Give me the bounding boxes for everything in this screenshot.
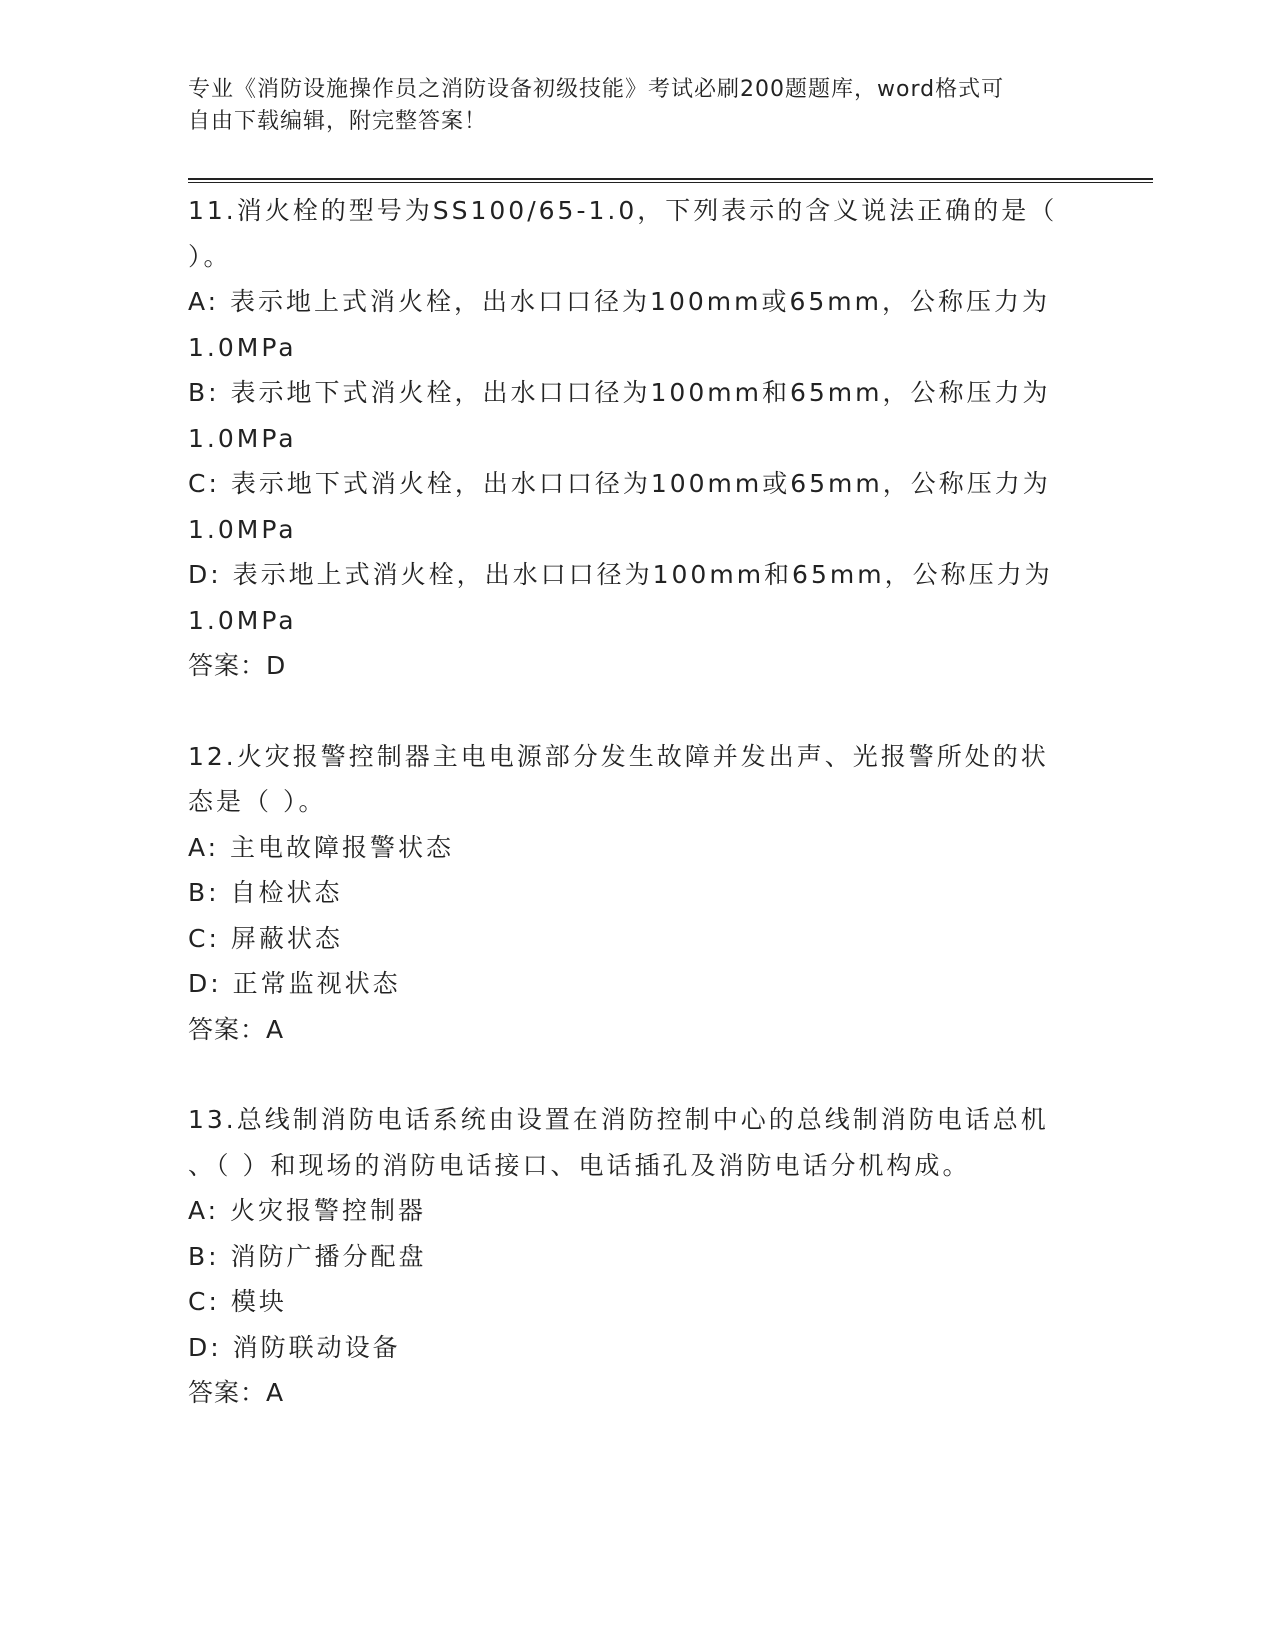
option-a-cont: 1.0MPa xyxy=(188,332,297,362)
option-b: B: 自检状态 xyxy=(188,878,343,907)
header-divider xyxy=(188,178,1153,183)
document-header xyxy=(188,74,1068,138)
option-c: C: 模块 xyxy=(188,1287,287,1316)
question-stem-cont: 、（ ）和现场的消防电话接口、电话插孔及消防电话分机构成。 xyxy=(188,1150,971,1180)
question-stem-cont: 态是（ ）。 xyxy=(188,787,327,816)
option-c: C: 屏蔽状态 xyxy=(188,923,343,953)
option-c-cont: 1.0MPa xyxy=(188,514,297,544)
option-d-cont: 1.0MPa xyxy=(188,605,297,635)
question-stem: 13.总线制消防电话系统由设置在消防控制中心的总线制消防电话总机 xyxy=(188,1105,1049,1134)
answer: 答案：D xyxy=(188,651,287,680)
question-list xyxy=(188,188,1078,1461)
header-line-2: 自由下载编辑，附完整答案！ xyxy=(188,109,488,134)
answer: 答案：A xyxy=(188,1378,285,1407)
question-stem-cont: ）。 xyxy=(188,241,232,271)
question-12 xyxy=(188,734,1078,1053)
option-a: A: 火灾报警控制器 xyxy=(188,1196,427,1225)
option-c: C: 表示地下式消火栓，出水口口径为100mm或65mm，公称压力为 xyxy=(188,469,1051,498)
answer: 答案：A xyxy=(188,1014,285,1044)
question-13 xyxy=(188,1097,1078,1416)
option-b: B: 消防广播分配盘 xyxy=(188,1241,427,1271)
question-11 xyxy=(188,188,1078,689)
option-d: D: 表示地上式消火栓，出水口口径为100mm和65mm，公称压力为 xyxy=(188,560,1053,589)
header-line-1: 专业《消防设施操作员之消防设备初级技能》考试必刷200题题库，word格式可 xyxy=(188,77,1005,102)
question-stem: 11.消火栓的型号为SS100/65-1.0，下列表示的含义说法正确的是（ xyxy=(188,196,1058,225)
option-d: D: 正常监视状态 xyxy=(188,969,401,998)
option-a: A: 表示地上式消火栓，出水口口径为100mm或65mm，公称压力为 xyxy=(188,287,1050,316)
question-stem: 12.火灾报警控制器主电电源部分发生故障并发出声、光报警所处的状 xyxy=(188,741,1049,771)
option-b: B: 表示地下式消火栓，出水口口径为100mm和65mm，公称压力为 xyxy=(188,378,1051,407)
option-a: A: 主电故障报警状态 xyxy=(188,832,455,862)
option-b-cont: 1.0MPa xyxy=(188,423,297,453)
option-d: D: 消防联动设备 xyxy=(188,1332,401,1362)
